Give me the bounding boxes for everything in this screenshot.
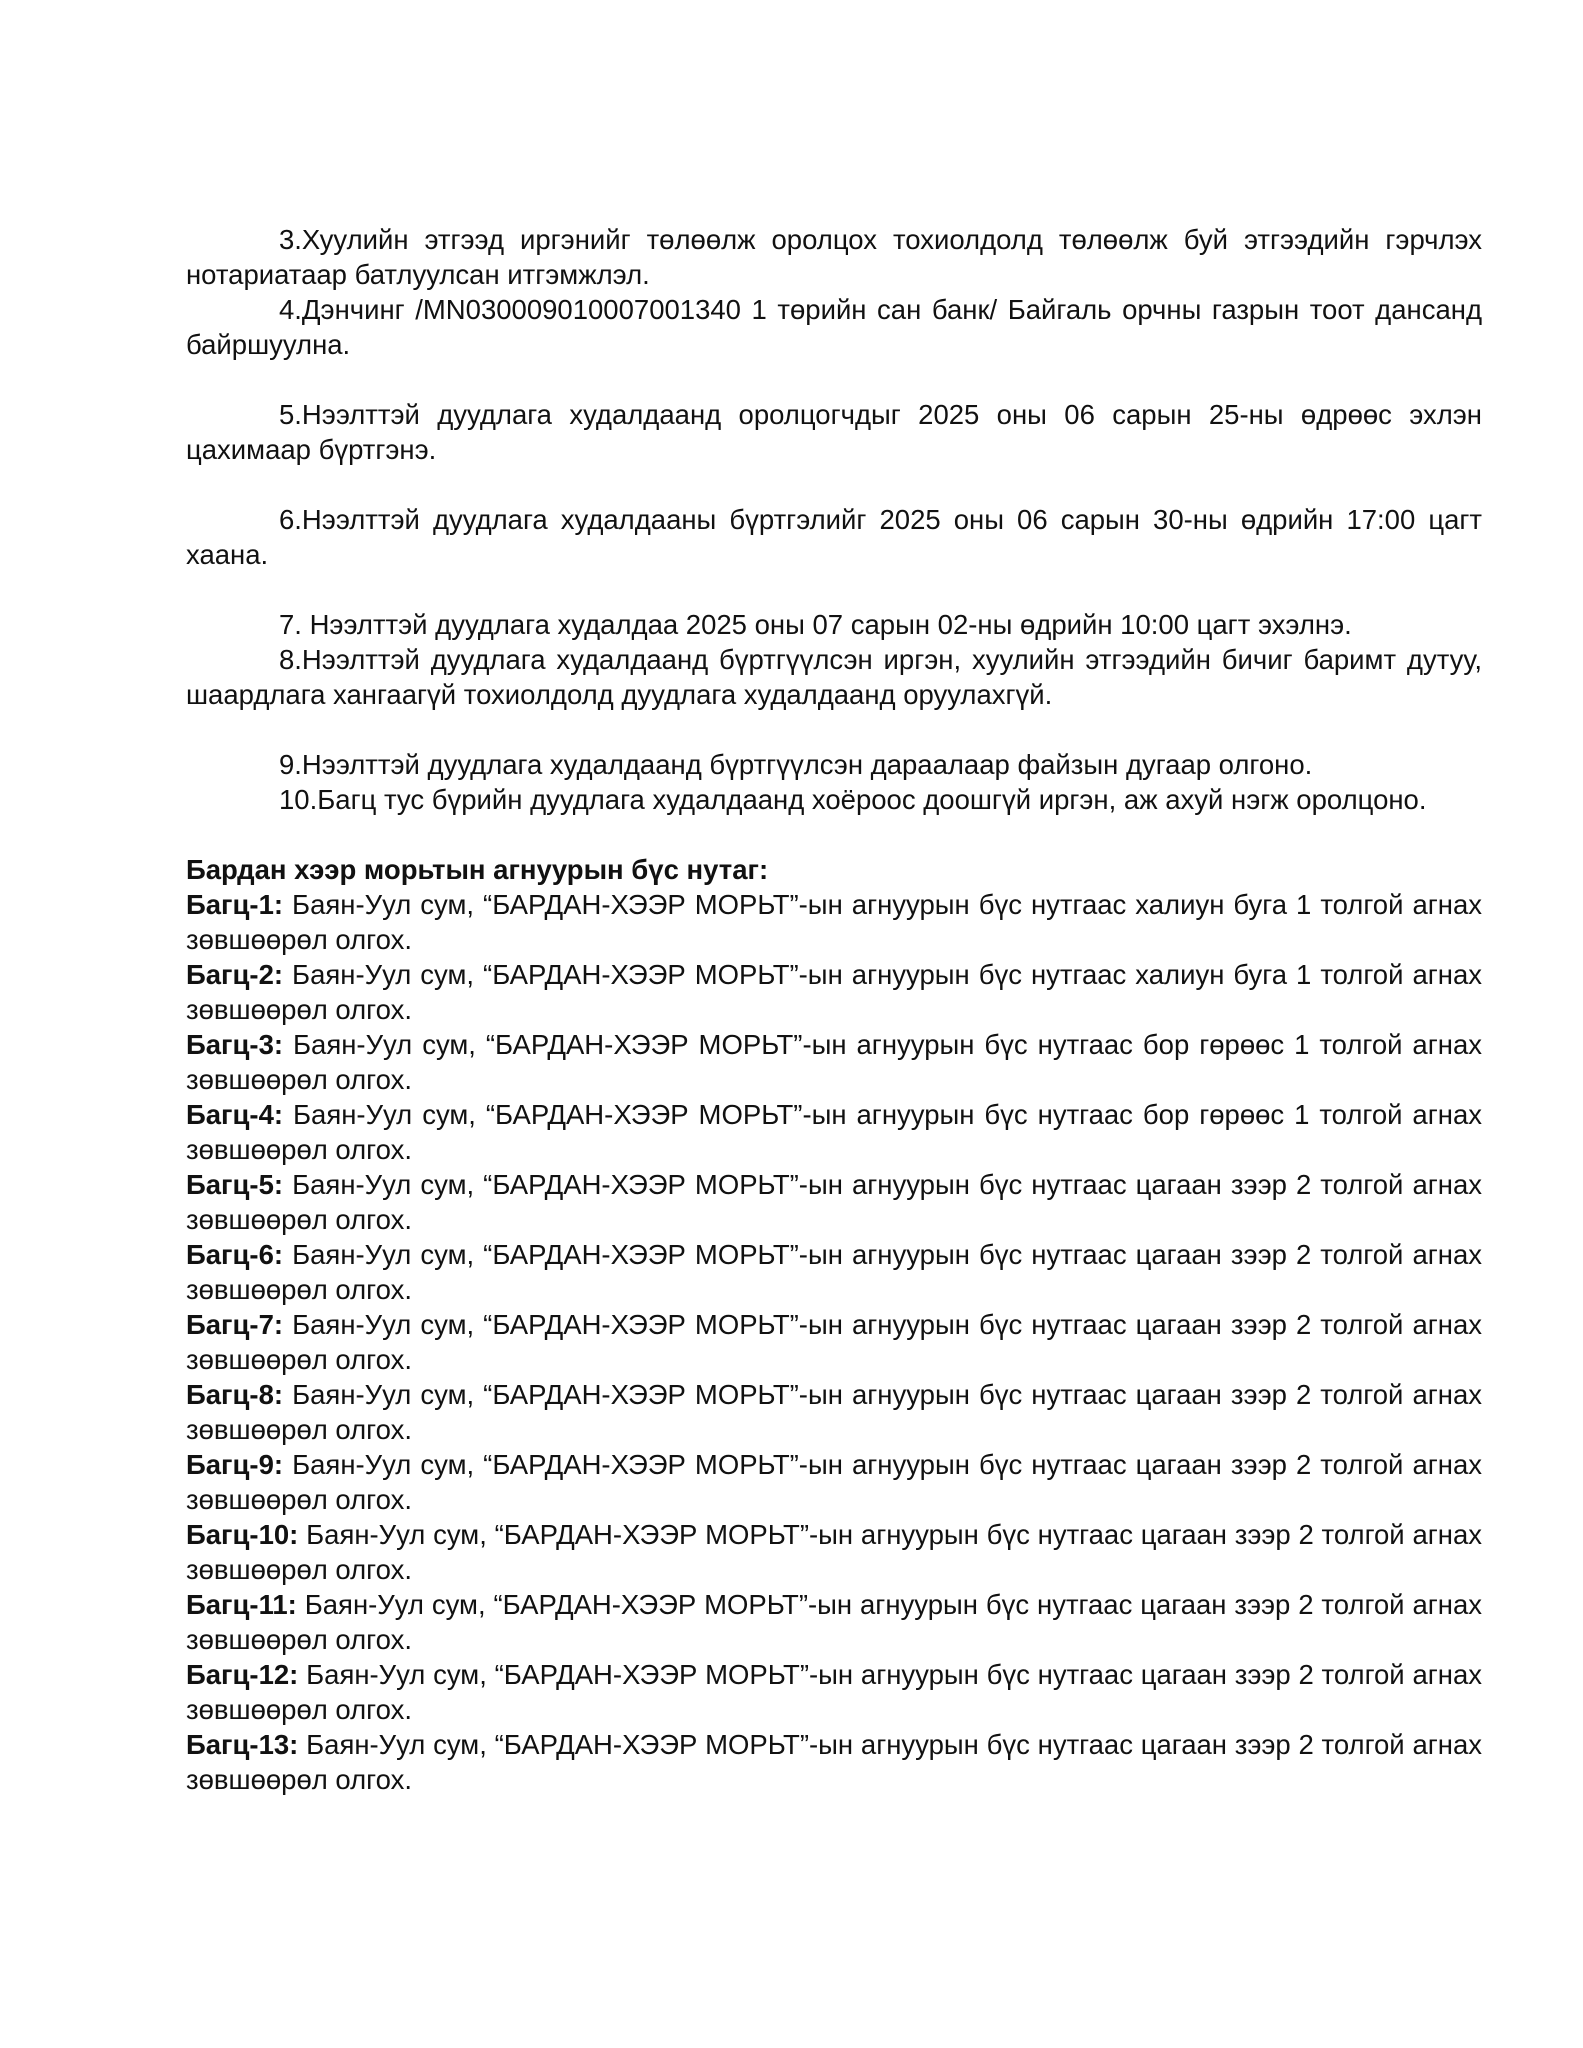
lot-item (186, 1237, 1482, 1307)
lot-label: Багц-7: (186, 1309, 284, 1340)
lot-item (186, 1307, 1482, 1377)
lot-item (186, 1657, 1482, 1727)
lot-text: Баян-Уул сум, “БАРДАН-ХЭЭР МОРЬТ”-ын агнуурын бүс нутгаас цагаан зээр 2 толгой агнах зөвшөөрөл олгох. (186, 1659, 1482, 1725)
lot-label: Багц-4: (186, 1099, 284, 1130)
spacer (186, 362, 1482, 397)
lot-item (186, 1447, 1482, 1517)
paragraph-5: 5.Нээлттэй дуудлага худалдаанд оролцогчдыг 2025 оны 06 сарын 25-ны өдрөөс эхлэн цахимаар бүртгэнэ. (186, 399, 1482, 465)
lot-text: Баян-Уул сум, “БАРДАН-ХЭЭР МОРЬТ”-ын агнуурын бүс нутгаас цагаан зээр 2 толгой агнах зөвшөөрөл олгох. (186, 1239, 1482, 1305)
lot-label: Багц-1: (186, 889, 284, 920)
lot-label: Багц-3: (186, 1029, 284, 1060)
lot-text: Баян-Уул сум, “БАРДАН-ХЭЭР МОРЬТ”-ын агнуурын бүс нутгаас цагаан зээр 2 толгой агнах зөвшөөрөл олгох. (186, 1309, 1482, 1375)
lot-item (186, 1167, 1482, 1237)
lot-item (186, 887, 1482, 957)
paragraph-6: 6.Нээлттэй дуудлага худалдааны бүртгэлийг 2025 оны 06 сарын 30-ны өдрийн 17:00 цагт хаана. (186, 504, 1482, 570)
lot-text: Баян-Уул сум, “БАРДАН-ХЭЭР МОРЬТ”-ын агнуурын бүс нутгаас цагаан зээр 2 толгой агнах зөвшөөрөл олгох. (186, 1169, 1482, 1235)
lot-item (186, 1097, 1482, 1167)
paragraph-8: 8.Нээлттэй дуудлага худалдаанд бүртгүүлсэн иргэн, хуулийн этгээдийн бичиг баримт дутуу, шаардлага хангаагүй тохиолдолд дуудлага худалдаанд оруулахгүй. (186, 644, 1482, 710)
lot-text: Баян-Уул сум, “БАРДАН-ХЭЭР МОРЬТ”-ын агнуурын бүс нутгаас цагаан зээр 2 толгой агнах зөвшөөрөл олгох. (186, 1589, 1482, 1655)
section-heading: Бардан хээр морьтын агнуурын бүс нутаг: (186, 854, 769, 885)
lot-label: Багц-8: (186, 1379, 284, 1410)
lot-text: Баян-Уул сум, “БАРДАН-ХЭЭР МОРЬТ”-ын агнуурын бүс нутгаас цагаан зээр 2 толгой агнах зөвшөөрөл олгох. (186, 1519, 1482, 1585)
paragraph-4: 4.Дэнчинг /MN030009010007001340 1 төрийн сан банк/ Байгаль орчны газрын тоот дансанд байршуулна. (186, 294, 1482, 360)
lot-label: Багц-10: (186, 1519, 299, 1550)
lot-item (186, 1377, 1482, 1447)
lot-label: Багц-12: (186, 1659, 299, 1690)
lot-text: Баян-Уул сум, “БАРДАН-ХЭЭР МОРЬТ”-ын агнуурын бүс нутгаас халиун буга 1 толгой агнах зөвшөөрөл олгох. (186, 959, 1482, 1025)
lot-label: Багц-13: (186, 1729, 299, 1760)
paragraph-3: 3.Хуулийн этгээд иргэнийг төлөөлж оролцох тохиолдолд төлөөлж буй этгээдийн гэрчлэх нотариатаар батлуулсан итгэмжлэл. (186, 224, 1482, 290)
lot-label: Багц-11: (186, 1589, 297, 1620)
lot-text: Баян-Уул сум, “БАРДАН-ХЭЭР МОРЬТ”-ын агнуурын бүс нутгаас цагаан зээр 2 толгой агнах зөвшөөрөл олгох. (186, 1729, 1482, 1795)
lot-label: Багц-5: (186, 1169, 284, 1200)
lot-label: Багц-9: (186, 1449, 284, 1480)
spacer (186, 712, 1482, 747)
lot-item (186, 1517, 1482, 1587)
lot-text: Баян-Уул сум, “БАРДАН-ХЭЭР МОРЬТ”-ын агнуурын бүс нутгаас бор гөрөөс 1 толгой агнах зөвшөөрөл олгох. (186, 1029, 1482, 1095)
paragraph-7: 7. Нээлттэй дуудлага худалдаа 2025 оны 07 сарын 02-ны өдрийн 10:00 цагт эхэлнэ. (279, 609, 1352, 640)
lot-item (186, 1027, 1482, 1097)
spacer (186, 572, 1482, 607)
lot-label: Багц-2: (186, 959, 284, 990)
lot-item (186, 1587, 1482, 1657)
paragraph-9: 9.Нээлттэй дуудлага худалдаанд бүртгүүлсэн дараалаар файзын дугаар олгоно. (279, 749, 1313, 780)
lot-item (186, 1727, 1482, 1797)
lot-text: Баян-Уул сум, “БАРДАН-ХЭЭР МОРЬТ”-ын агнуурын бүс нутгаас бор гөрөөс 1 толгой агнах зөвшөөрөл олгох. (186, 1099, 1482, 1165)
spacer (186, 817, 1482, 852)
lot-item (186, 957, 1482, 1027)
document-page (186, 222, 1482, 1797)
lot-text: Баян-Уул сум, “БАРДАН-ХЭЭР МОРЬТ”-ын агнуурын бүс нутгаас халиун буга 1 толгой агнах зөвшөөрөл олгох. (186, 889, 1482, 955)
lot-list (186, 887, 1482, 1797)
lot-text: Баян-Уул сум, “БАРДАН-ХЭЭР МОРЬТ”-ын агнуурын бүс нутгаас цагаан зээр 2 толгой агнах зөвшөөрөл олгох. (186, 1449, 1482, 1515)
lot-text: Баян-Уул сум, “БАРДАН-ХЭЭР МОРЬТ”-ын агнуурын бүс нутгаас цагаан зээр 2 толгой агнах зөвшөөрөл олгох. (186, 1379, 1482, 1445)
paragraph-10: 10.Багц тус бүрийн дуудлага худалдаанд хоёроос доошгүй иргэн, аж ахуй нэгж оролцоно. (279, 784, 1427, 815)
spacer (186, 467, 1482, 502)
lot-label: Багц-6: (186, 1239, 284, 1270)
